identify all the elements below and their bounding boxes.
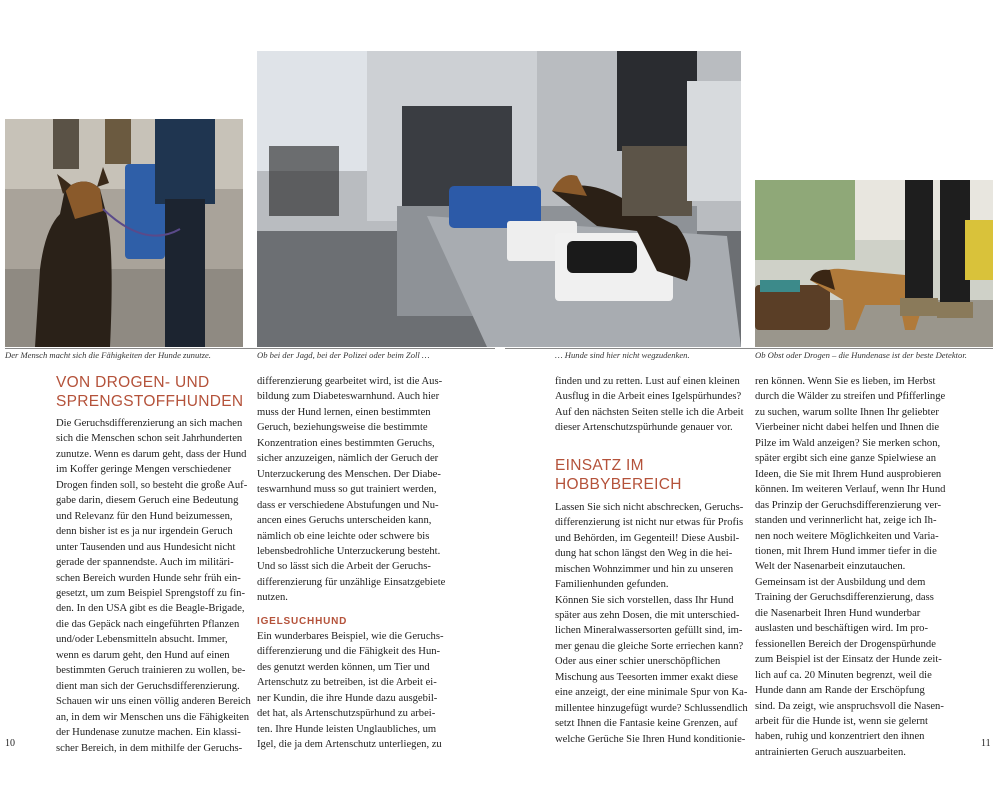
heading-hobby-line-2: HOBBYBEREICH xyxy=(555,475,682,493)
col2-line: differenzierung gearbeitet wird, ist die Aus- xyxy=(257,376,443,387)
photo-beagle-suitcase xyxy=(755,180,993,347)
col3-line: setzt Ihnen die Fantasie keine Grenzen, auf xyxy=(555,718,738,730)
col4-line: Hunde dann am Rande der Erschöpfung xyxy=(755,685,925,697)
col1-line: sich die Menschen schon seit Jahrhunderten xyxy=(56,433,243,445)
col3-line: dieser Artenschutzspürhunde genauer vor. xyxy=(555,422,733,434)
column-3 xyxy=(555,374,748,747)
col4-line: zum Beispiel ist der Einsatz der Hunde zeit- xyxy=(755,654,942,666)
col4-line: durch die Wälder zu streifen und Pfifferlinge xyxy=(755,391,946,403)
col2-line: ner Kundin, die ihre Hunde dazu ausgebil- xyxy=(257,692,438,704)
col2-line: Konzentration eines bestimmten Geruchs, xyxy=(257,437,435,449)
col2-line: des genutzt werden können, um Tier und xyxy=(257,661,430,673)
col2-line: muss der Hund lernen, einen bestimmten xyxy=(257,406,431,418)
col1-line: Die Geruchsdifferenzierung an sich machen xyxy=(56,418,243,429)
col4-line: Welt der Nasenarbeit einzutauchen. xyxy=(755,561,906,573)
col4-line: standen und verinnerlicht hat, zeige ich Ih- xyxy=(755,515,937,527)
col3-line: mischen Wohnzimmer und hin zu unseren xyxy=(555,563,734,575)
col4-line: tionen, mit Ihrem Hund immer tiefer in die xyxy=(755,545,937,557)
caption-rule-left xyxy=(5,348,495,349)
col1-line: an, in dem wir Menschen uns die Fähigkeiten xyxy=(56,711,249,723)
col2-line: ancen eines Geruchs unterscheiden kann, xyxy=(257,515,432,527)
col4-line: ren können. Wenn Sie es lieben, im Herbst xyxy=(755,376,936,387)
column-4 xyxy=(755,374,945,760)
photo4-caption: Ob Obst oder Drogen – die Hundenase ist der beste Detektor. xyxy=(755,350,967,360)
col1-line: die das Gepäck nach eingeführten Pflanzen xyxy=(56,618,240,630)
page-number-right: 11 xyxy=(981,738,991,749)
col1-line: gesetzt, um zum Beispiel Sprengstoff zu fin- xyxy=(56,587,245,599)
col2-line: Artenschutz zu betreiben, ist die Arbeit ei- xyxy=(257,677,437,689)
col1-line: Schauen wir uns einen völlig anderen Bereich xyxy=(56,696,251,708)
col2-line: det hat, als Artenschutzspürhund zu arbei- xyxy=(257,708,436,720)
col4-line: lich auf ca. 20 Minuten begrenzt, weil die xyxy=(755,669,932,681)
subheading-igelsuchhund: IGELSUCHHUND xyxy=(257,615,348,627)
photo-shepherd-handler xyxy=(5,119,243,347)
col2-line: differenzierung für unzählige Einsatzgebiete xyxy=(257,576,446,588)
col1-line: zunutze. Wenn es darum geht, dass der Hund xyxy=(56,448,247,460)
col4-line: später ergibt sich eine ganze Spielwiese an xyxy=(755,453,937,465)
col2-line: Igel, die ja dem Artenschutz unterliegen, zu xyxy=(257,738,442,750)
photo-airport-xray xyxy=(257,51,741,347)
col1-line: schen Bereich wurden Hunde sehr früh ein- xyxy=(56,572,241,584)
col4-line: arbeit für die Hunde ist, wenn sie gelernt xyxy=(755,715,928,727)
col3-line: lichen Mineralwassersorten gefüllt sind, im- xyxy=(555,625,743,637)
col2-line: nutzen. xyxy=(257,592,288,604)
col4-line: zu suchen, warum sollte Ihnen Ihr geliebter xyxy=(755,406,939,418)
caption-rule-right xyxy=(505,348,993,349)
col1-line: gabe darin, diesem Geruch eine Bedeutung xyxy=(56,495,239,507)
heading-drogen-line-2: SPRENGSTOFFHUNDEN xyxy=(56,393,244,410)
col3-line: millentee hinzugefügt wurde? Schlussendlich xyxy=(555,702,748,714)
col4-line: Training der Geruchsdifferenzierung, dass xyxy=(755,592,934,604)
col1-line: dient man sich der Geruchsdifferenzierung. xyxy=(56,680,240,692)
col2-line: sicher anzuzeigen, nämlich der Geruch der xyxy=(257,453,439,465)
col4-line: Vierbeiner nicht dabei helfen und Ihnen die xyxy=(755,422,940,434)
photo3-caption: … Hunde sind hier nicht wegzudenken. xyxy=(555,350,690,360)
heading-drogen-line-1: VON DROGEN- UND xyxy=(56,374,210,391)
col4-line: Gemeinsam ist der Ausbildung und dem xyxy=(755,576,926,588)
col3-line: Familienhunden gefunden. xyxy=(555,579,669,591)
page-number-left: 10 xyxy=(5,738,15,749)
column-2 xyxy=(257,374,445,752)
col1-line: gerade der spannendste. Auch im militäri- xyxy=(56,557,234,569)
col4-line: antrainierten Geruch auszuarbeiten. xyxy=(755,746,906,758)
heading-hobby-line-1: EINSATZ IM xyxy=(555,456,644,474)
col2-line: lebensbedrohliche Unterzuckerung besteht. xyxy=(257,545,441,557)
col1-line: bestimmten Geruch trainieren zu wollen, be- xyxy=(56,665,246,677)
col2-line: differenzierung und die Fähigkeit des Hun- xyxy=(257,646,441,658)
col3-line: Lassen Sie sich nicht abschrecken, Geruchs- xyxy=(555,501,744,513)
col3-line: Können Sie sich vorstellen, dass Ihr Hund xyxy=(555,594,734,606)
col2-line: ten. Ihre Hunde leisten Unglaubliches, um xyxy=(257,723,437,735)
col2-line: Unterzuckerung des Menschen. Der Diabe- xyxy=(257,468,441,480)
col4-line: fessionellen Bereich der Drogenspürhunde xyxy=(755,638,936,650)
col1-line: und Relevanz für den Hund beizumessen, xyxy=(56,510,233,522)
photo1-caption: Der Mensch macht sich die Fähigkeiten der Hunde zunutze. xyxy=(5,350,211,360)
col3-line: Mischung aus Teesorten immer exakt diese xyxy=(555,671,738,683)
col2-line: dass er verschiedene Abstufungen und Nu- xyxy=(257,499,439,511)
col2-line: Und so lässt sich die Arbeit der Geruchs- xyxy=(257,561,431,573)
col3-line: später aus zehn Dosen, die mit unterschied- xyxy=(555,609,740,621)
col4-line: die Nasenarbeit Ihren Hund wunderbar xyxy=(755,607,921,619)
col2-line: Ein wunderbares Beispiel, wie die Geruchs- xyxy=(257,630,444,642)
col3-line: Oder aus einer schier unerschöpflichen xyxy=(555,656,721,668)
col1-line: Drogen finden soll, so besteht die große Auf- xyxy=(56,479,248,491)
col1-line: den. In den USA gibt es die Beagle-Brigade, xyxy=(56,603,245,615)
col4-line: Pilze im Wald anzeigen? Sie merken schon, xyxy=(755,437,941,449)
col3-line: eine anzeigt, der eine minimale Spur von Ka- xyxy=(555,687,748,699)
col3-line: und Behörden, im Gegenteil! Diese Ausbil- xyxy=(555,532,740,544)
col3-line: dung hat schon längst den Weg in die hei- xyxy=(555,548,733,560)
col1-line: und/oder Lebensmitteln absucht. Immer, xyxy=(56,634,228,646)
col3-line: finden und zu retten. Lust auf einen kleinen xyxy=(555,376,740,387)
col2-line: teswarnhund muss so gut trainiert werden, xyxy=(257,484,437,496)
col1-line: wenn es darum geht, den Hund auf einen xyxy=(56,649,230,661)
col4-line: können. Im weiteren Verlauf, wenn Ihr Hund xyxy=(755,484,946,496)
col2-line: Geruch, beziehungsweise die bestimmte xyxy=(257,422,428,434)
col4-line: sind. Da zeigt, wie anspruchsvoll die Nasen- xyxy=(755,700,944,712)
col4-line: Ideen, die Sie mit Ihrem Hund ausprobieren xyxy=(755,468,942,480)
col4-line: das Prinzip der Geruchsdifferenzierung ver- xyxy=(755,499,942,511)
col1-line: denn bisher ist es ja nur irgendein Geruch xyxy=(56,526,233,538)
col2-line: nämlich ob eine leichte oder schwere bis xyxy=(257,530,430,542)
col3-line: differenzierung ist nicht nur etwas für Profis xyxy=(555,517,744,529)
col1-line: der Hundenase zunutze machen. Ein klassi- xyxy=(56,727,241,739)
photo2-caption: Ob bei der Jagd, bei der Polizei oder beim Zoll … xyxy=(257,350,430,360)
col3-line: mer genau die gleiche Sorte erriechen kann? xyxy=(555,640,744,652)
col3-line: Ausflug in die Arbeit eines Igelspürhundes? xyxy=(555,391,742,403)
col4-line: haben, ruhig und konzentriert den ihnen xyxy=(755,731,925,743)
col3-line: Auf den nächsten Seiten stelle ich die Arbeit xyxy=(555,406,744,418)
col1-line: im Koffer geringe Mengen verschiedener xyxy=(56,464,232,476)
col1-line: unter Tausenden und aus Hundesicht nicht xyxy=(56,541,236,553)
col4-line: auslasten und beschäftigen wird. Im pro- xyxy=(755,623,928,635)
col3-line: welche Gerüche Sie Ihren Hund konditionie- xyxy=(555,733,746,745)
column-1 xyxy=(56,373,251,756)
col1-line: scher Bereich, in dem mithilfe der Geruchs- xyxy=(56,742,243,754)
heading-drogen xyxy=(56,373,251,411)
heading-hobbybereich xyxy=(555,456,748,494)
col4-line: nen noch weitere Möglichkeiten und Varia- xyxy=(755,530,939,542)
col2-line: bildung zum Diabeteswarnhund. Auch hier xyxy=(257,391,440,403)
